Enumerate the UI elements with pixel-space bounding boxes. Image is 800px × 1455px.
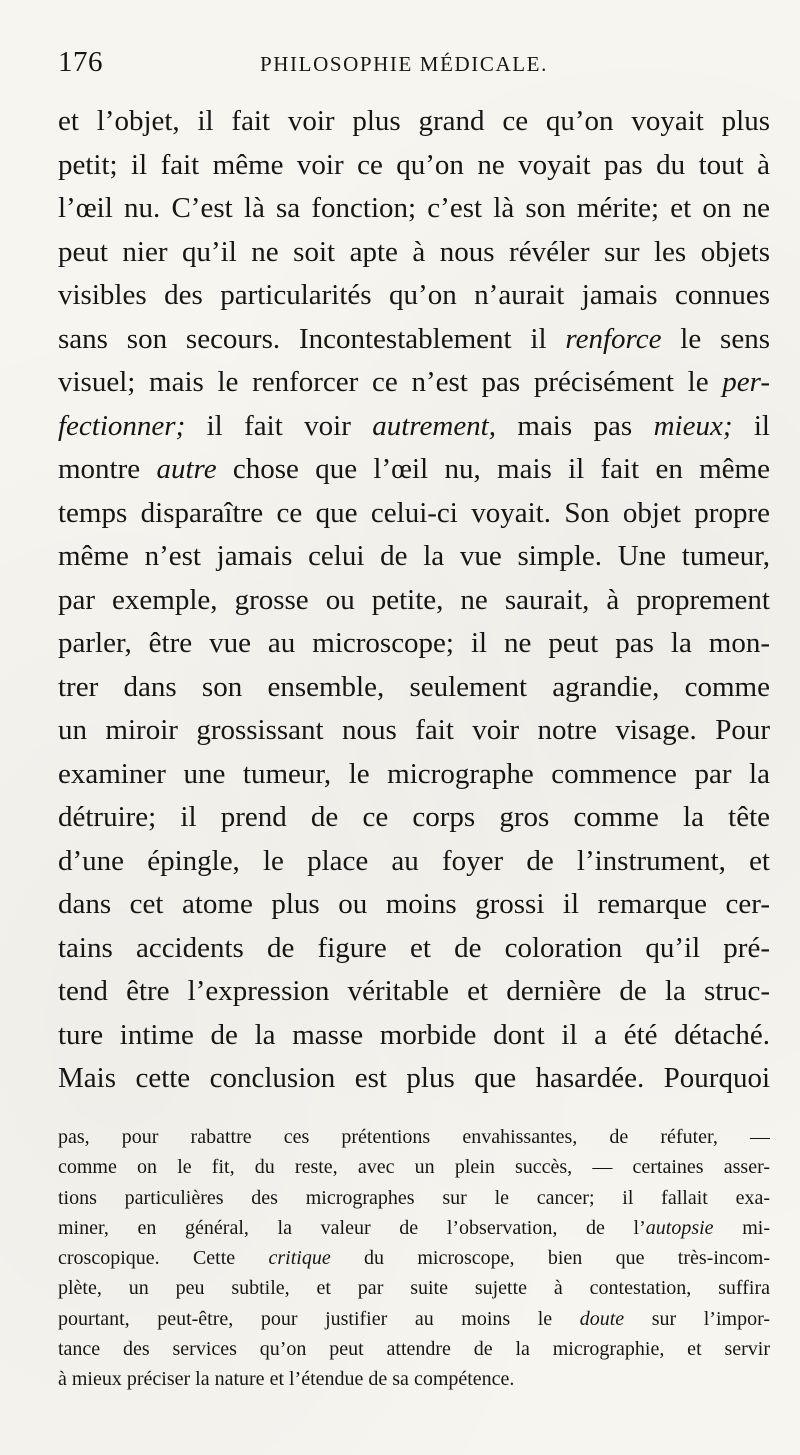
body-line	[58, 579, 770, 623]
footnote-text: pourtant, peut-être, pour justifier au moins le	[58, 1307, 580, 1330]
body-line	[58, 187, 770, 231]
footnote-text: tance des services qu’on peut attendre de la micrographie, et servir	[58, 1338, 770, 1361]
body-italic-text: mieux;	[653, 409, 733, 442]
main-text	[58, 100, 770, 1101]
body-text: un miroir grossissant nous fait voir notre visage. Pour	[58, 714, 770, 746]
body-line	[58, 970, 770, 1014]
body-text: examiner une tumeur, le micrographe commence par la	[58, 757, 770, 790]
body-line	[58, 100, 770, 144]
footnote-italic-text: doute	[579, 1307, 625, 1330]
body-line	[58, 231, 770, 275]
footnote-line	[58, 1273, 770, 1303]
body-line	[58, 796, 770, 840]
footnote-text: sur l’impor-	[624, 1307, 770, 1330]
body-text: tains accidents de figure et de coloration qu’il pré-	[58, 931, 770, 964]
body-text: le sens	[661, 322, 770, 355]
body-line	[58, 274, 770, 318]
footnote-line	[58, 1183, 770, 1213]
body-line	[58, 1057, 770, 1101]
body-text: dans cet atome plus ou moins grossi il remarque cer-	[58, 888, 770, 920]
body-italic-text: autrement,	[372, 409, 496, 442]
body-text: temps disparaître ce que celui-ci voyait. Son objet propre	[58, 496, 770, 529]
body-text: même n’est jamais celui de la vue simple. Une tumeur,	[58, 540, 770, 572]
page-number: 176	[58, 46, 103, 78]
footnote-text: à mieux préciser la nature et l’étendue de sa compétence.	[58, 1368, 515, 1391]
footnote-italic-text: autopsie	[645, 1216, 714, 1239]
body-text: l’œil nu. C’est là sa fonction; c’est là son mérite; et on ne	[58, 192, 770, 224]
body-line	[58, 666, 770, 710]
body-text: d’une épingle, le place au foyer de l’instrument, et	[58, 844, 770, 877]
body-text: visuel; mais le renforcer ce n’est pas précisément le	[58, 366, 723, 398]
body-italic-text: autre	[156, 453, 217, 485]
body-text: petit; il fait même voir ce qu’on ne voyait pas du tout à	[58, 148, 770, 181]
footnote-text: croscopique. Cette	[58, 1247, 269, 1270]
body-text: peut nier qu’il ne soit apte à nous révéler sur les objets	[58, 235, 770, 268]
body-line	[58, 535, 770, 579]
body-line	[58, 448, 770, 492]
body-text: Mais cette conclusion est plus que hasardée. Pourquoi	[58, 1062, 770, 1094]
footnote-line	[58, 1243, 770, 1273]
body-italic-text: fectionner;	[58, 409, 186, 442]
body-italic-text: per-	[722, 366, 770, 398]
body-text: par exemple, grosse ou petite, ne saurait, à proprement	[58, 583, 770, 616]
body-line	[58, 361, 770, 405]
footnote-line	[58, 1213, 770, 1243]
footnote-text: mi-	[713, 1216, 770, 1239]
body-text: détruire; il prend de ce corps gros comme la tête	[58, 801, 770, 833]
body-text: ture intime de la masse morbide dont il a été détaché.	[58, 1018, 770, 1051]
body-text: montre	[58, 453, 157, 485]
body-text: il fait voir	[185, 409, 373, 442]
body-line	[58, 927, 770, 971]
body-text: il	[732, 409, 770, 442]
footnote-text: du microscope, bien que très-incom-	[330, 1247, 770, 1270]
footnote-line	[58, 1334, 770, 1364]
body-line	[58, 622, 770, 666]
footnote-text: comme on le fit, du reste, avec un plein succès, — certaines asser-	[58, 1156, 770, 1179]
footnote-text: tions particulières des micrographes sur le cancer; il fallait exa-	[58, 1186, 770, 1209]
body-line	[58, 883, 770, 927]
body-text: parler, être vue au microscope; il ne peut pas la mon-	[58, 627, 770, 659]
footnote-line	[58, 1152, 770, 1182]
footnote-line	[58, 1364, 770, 1394]
page-header	[58, 46, 770, 86]
body-line	[58, 405, 770, 449]
body-text: visibles des particularités qu’on n’aurait jamais connues	[58, 279, 770, 311]
body-line	[58, 709, 770, 753]
body-text: tend être l’expression véritable et dernière de la struc-	[58, 975, 770, 1007]
running-title: PHILOSOPHIE MÉDICALE.	[260, 52, 548, 76]
body-text: chose que l’œil nu, mais il fait en même	[216, 453, 770, 485]
footnote-text: plète, un peu subtile, et par suite sujette à contestation, suffira	[58, 1277, 770, 1300]
footnote-line	[58, 1122, 770, 1152]
body-line	[58, 318, 770, 362]
footnote-text: miner, en général, la valeur de l’observation, de l’	[58, 1216, 646, 1239]
body-text: trer dans son ensemble, seulement agrandie, comme	[58, 670, 770, 703]
body-line	[58, 840, 770, 884]
body-italic-text: renforce	[565, 322, 662, 355]
body-line	[58, 753, 770, 797]
body-line	[58, 492, 770, 536]
body-line	[58, 1014, 770, 1058]
body-text: sans son secours. Incontestablement il	[58, 322, 566, 355]
body-text: mais pas	[496, 409, 654, 442]
body-line	[58, 144, 770, 188]
footnote	[58, 1122, 770, 1395]
footnote-line	[58, 1304, 770, 1334]
footnote-text: pas, pour rabattre ces prétentions envahissantes, de réfuter, —	[58, 1126, 770, 1148]
body-text: et l’objet, il fait voir plus grand ce qu’on voyait plus	[58, 105, 770, 137]
footnote-italic-text: critique	[268, 1247, 331, 1270]
